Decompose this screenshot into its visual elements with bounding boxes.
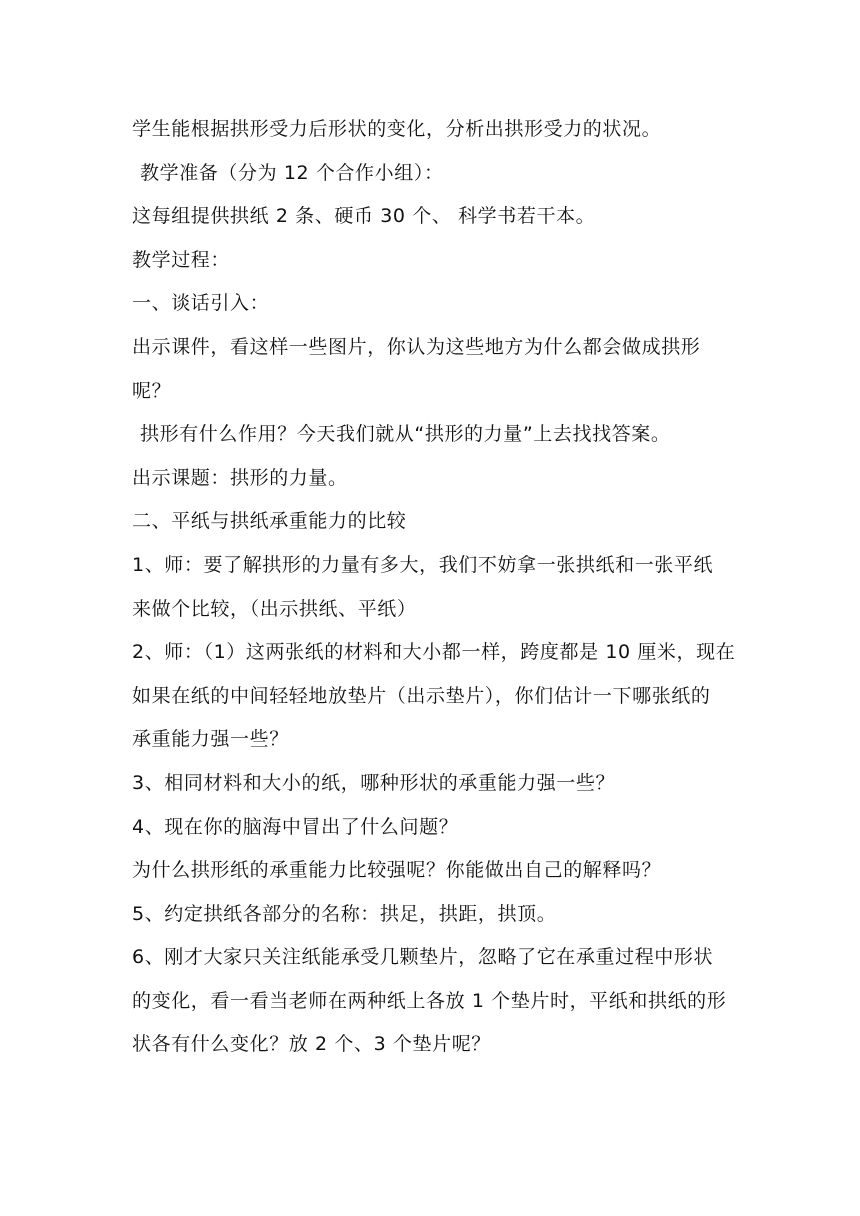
paragraph-line: 状各有什么变化？放 2 个、3 个垫片呢？ [132,1033,491,1056]
paragraph-line: 出示课题：拱形的力量。 [132,466,348,489]
paragraph-line: 的变化，看一看当老师在两种纸上各放 1 个垫片时，平纸和拱纸的形 [132,989,727,1012]
paragraph-line: 3、相同材料和大小的纸，哪种形状的承重能力强一些？ [132,771,616,794]
paragraph-line: 承重能力强一些？ [132,728,289,751]
paragraph-line: 5、约定拱纸各部分的名称：拱足，拱距，拱顶。 [132,902,557,925]
section-heading: 教学过程： [132,248,231,271]
paragraph-line: 学生能根据拱形受力后形状的变化，分析出拱形受力的状况。 [132,118,662,140]
paragraph-line: 4、现在你的脑海中冒出了什么问题？ [132,815,459,838]
paragraph-line: 拱形有什么作用？今天我们就从“拱形的力量”上去找找答案。 [140,423,671,446]
paragraph-line: 教学准备（分为 12 个合作小组）： [140,161,444,184]
paragraph-line: 1、师：要了解拱形的力量有多大，我们不妨拿一张拱纸和一张平纸 [132,553,714,576]
paragraph-line: 为什么拱形纸的承重能力比较强呢？你能做出自己的解释吗？ [132,859,662,882]
paragraph-line: 2、师：（1）这两张纸的材料和大小都一样，跨度都是 10 厘米，现在 [132,641,736,664]
paragraph-line: 出示课件，看这样一些图片，你认为这些地方为什么都会做成拱形 [132,335,701,358]
paragraph-line: 呢？ [132,379,172,402]
document-body [132,108,738,1067]
section-heading: 一、谈话引入： [132,292,270,315]
paragraph-line: 来做个比较，（出示拱纸、平纸） [132,597,417,620]
paragraph-line: 6、刚才大家只关注纸能承受几颗垫片，忽略了它在承重过程中形状 [132,946,714,969]
paragraph-line: 如果在纸的中间轻轻地放垫片（出示垫片），你们估计一下哪张纸的 [132,684,711,707]
section-heading: 二、平纸与拱纸承重能力的比较 [132,510,407,533]
paragraph-line: 这每组提供拱纸 2 条、硬币 30 个、 科学书若干本。 [132,205,596,228]
